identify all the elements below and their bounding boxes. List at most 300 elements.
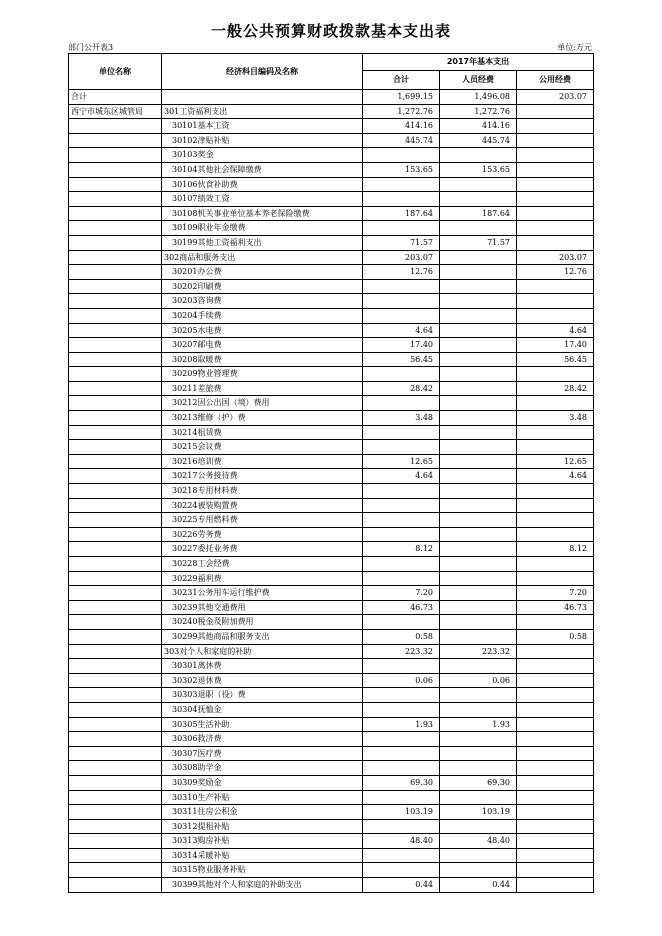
unit-cell — [69, 513, 162, 528]
unit-cell — [69, 542, 162, 557]
item-cell: 30240税金及附加费用 — [162, 615, 363, 630]
table-row — [69, 454, 594, 469]
table-row — [69, 761, 594, 776]
public-cell — [517, 732, 594, 747]
public-cell — [517, 484, 594, 499]
personnel-cell — [440, 484, 517, 499]
personnel-cell — [440, 192, 517, 207]
table-row — [69, 600, 594, 615]
personnel-cell — [440, 308, 517, 323]
public-cell — [517, 717, 594, 732]
public-cell — [517, 177, 594, 192]
total-cell: 414.16 — [363, 119, 440, 134]
personnel-cell — [440, 469, 517, 484]
table-row — [69, 323, 594, 338]
item-cell: 30313购房补贴 — [162, 834, 363, 849]
unit-cell — [69, 586, 162, 601]
item-cell: 30224被装购置费 — [162, 498, 363, 513]
total-cell: 445.74 — [363, 133, 440, 148]
unit-cell — [69, 498, 162, 513]
public-cell — [517, 119, 594, 134]
unit-cell — [69, 746, 162, 761]
item-cell: 30304抚恤金 — [162, 702, 363, 717]
unit-cell — [69, 819, 162, 834]
unit-cell — [69, 615, 162, 630]
personnel-cell — [440, 848, 517, 863]
table-row — [69, 688, 594, 703]
personnel-cell — [440, 454, 517, 469]
total-cell: 153.65 — [363, 162, 440, 177]
unit-cell — [69, 863, 162, 878]
personnel-cell — [440, 250, 517, 265]
personnel-cell — [440, 586, 517, 601]
table-row — [69, 542, 594, 557]
total-cell — [363, 702, 440, 717]
personnel-cell: 69.30 — [440, 775, 517, 790]
total-cell — [363, 527, 440, 542]
item-cell: 30229福利费 — [162, 571, 363, 586]
public-cell — [517, 819, 594, 834]
personnel-cell — [440, 425, 517, 440]
total-cell: 1.93 — [363, 717, 440, 732]
table-row — [69, 338, 594, 353]
item-cell: 30299其他商品和服务支出 — [162, 629, 363, 644]
item-cell: 30216培训费 — [162, 454, 363, 469]
total-cell — [363, 498, 440, 513]
personnel-cell: 223.32 — [440, 644, 517, 659]
total-cell: 1,272.76 — [363, 104, 440, 119]
personnel-cell — [440, 819, 517, 834]
total-cell: 17.40 — [363, 338, 440, 353]
public-cell — [517, 848, 594, 863]
table-row — [69, 571, 594, 586]
public-cell — [517, 659, 594, 674]
total-cell: 1,699.15 — [363, 90, 440, 105]
item-cell: 30302退休费 — [162, 673, 363, 688]
personnel-cell: 153.65 — [440, 162, 517, 177]
public-cell — [517, 790, 594, 805]
item-cell: 30211差旅费 — [162, 381, 363, 396]
expenditure-table — [68, 53, 594, 893]
table-row — [69, 629, 594, 644]
table-row — [69, 221, 594, 236]
public-cell: 8.12 — [517, 542, 594, 557]
table-row — [69, 90, 594, 105]
form-code: 部门公开表3 — [68, 43, 114, 52]
unit-cell — [69, 323, 162, 338]
public-cell — [517, 206, 594, 221]
item-cell: 30301离休费 — [162, 659, 363, 674]
table-row — [69, 104, 594, 119]
unit-cell — [69, 834, 162, 849]
public-cell — [517, 688, 594, 703]
total-cell: 46.73 — [363, 600, 440, 615]
total-cell: 7.20 — [363, 586, 440, 601]
table-row — [69, 440, 594, 455]
total-cell: 0.44 — [363, 878, 440, 893]
item-cell: 30306救济费 — [162, 732, 363, 747]
item-cell: 30204手续费 — [162, 308, 363, 323]
unit-label: 单位:万元 — [557, 43, 592, 52]
unit-cell — [69, 805, 162, 820]
header-period: 2017年基本支出 — [363, 54, 594, 71]
public-cell — [517, 162, 594, 177]
unit-cell — [69, 338, 162, 353]
table-row — [69, 717, 594, 732]
table-row — [69, 192, 594, 207]
unit-cell — [69, 790, 162, 805]
total-cell: 69.30 — [363, 775, 440, 790]
item-cell: 30108机关事业单位基本养老保险缴费 — [162, 206, 363, 221]
table-row — [69, 702, 594, 717]
item-cell: 30305生活补助 — [162, 717, 363, 732]
total-cell: 4.64 — [363, 323, 440, 338]
public-cell — [517, 235, 594, 250]
item-cell: 30228工会经费 — [162, 557, 363, 572]
public-cell — [517, 834, 594, 849]
public-cell — [517, 192, 594, 207]
item-cell: 30208取暖费 — [162, 352, 363, 367]
personnel-cell — [440, 513, 517, 528]
personnel-cell — [440, 265, 517, 280]
personnel-cell — [440, 367, 517, 382]
public-cell — [517, 221, 594, 236]
item-cell: 30203咨询费 — [162, 294, 363, 309]
personnel-cell — [440, 600, 517, 615]
public-cell — [517, 279, 594, 294]
personnel-cell — [440, 571, 517, 586]
public-cell: 56.45 — [517, 352, 594, 367]
header-personnel: 人员经费 — [440, 71, 517, 90]
item-cell: 30314采暖补贴 — [162, 848, 363, 863]
table-row — [69, 162, 594, 177]
item-cell: 30201办公费 — [162, 265, 363, 280]
table-row — [69, 644, 594, 659]
total-cell — [363, 279, 440, 294]
total-cell — [363, 863, 440, 878]
table-row — [69, 790, 594, 805]
personnel-cell: 187.64 — [440, 206, 517, 221]
unit-cell — [69, 673, 162, 688]
unit-cell — [69, 629, 162, 644]
unit-cell — [69, 221, 162, 236]
table-row — [69, 279, 594, 294]
table-row — [69, 308, 594, 323]
unit-cell — [69, 119, 162, 134]
public-cell: 203.07 — [517, 250, 594, 265]
item-cell: 30202印刷费 — [162, 279, 363, 294]
public-cell — [517, 702, 594, 717]
public-cell — [517, 775, 594, 790]
total-cell: 48.40 — [363, 834, 440, 849]
table-row — [69, 469, 594, 484]
public-cell — [517, 673, 594, 688]
item-cell: 30101基本工资 — [162, 119, 363, 134]
public-cell — [517, 615, 594, 630]
public-cell — [517, 557, 594, 572]
table-row — [69, 834, 594, 849]
item-cell: 30231公务用车运行维护费 — [162, 586, 363, 601]
item-cell: 30399其他对个人和家庭的补助支出 — [162, 878, 363, 893]
unit-cell — [69, 440, 162, 455]
public-cell — [517, 527, 594, 542]
total-cell — [363, 484, 440, 499]
item-cell: 30303退职（役）费 — [162, 688, 363, 703]
personnel-cell — [440, 790, 517, 805]
unit-cell — [69, 659, 162, 674]
total-cell: 3.48 — [363, 411, 440, 426]
total-cell — [363, 761, 440, 776]
personnel-cell: 0.44 — [440, 878, 517, 893]
total-cell — [363, 177, 440, 192]
personnel-cell — [440, 746, 517, 761]
total-cell: 12.65 — [363, 454, 440, 469]
personnel-cell — [440, 615, 517, 630]
personnel-cell — [440, 381, 517, 396]
unit-cell — [69, 162, 162, 177]
item-cell: 30311住房公积金 — [162, 805, 363, 820]
unit-cell — [69, 717, 162, 732]
table-body — [69, 90, 594, 893]
total-cell: 12.76 — [363, 265, 440, 280]
item-cell: 30225专用燃料费 — [162, 513, 363, 528]
personnel-cell — [440, 352, 517, 367]
personnel-cell — [440, 527, 517, 542]
page-title: 一般公共预算财政拨款基本支出表 — [210, 22, 451, 40]
table-row — [69, 586, 594, 601]
personnel-cell: 71.57 — [440, 235, 517, 250]
unit-cell — [69, 279, 162, 294]
total-cell — [363, 440, 440, 455]
unit-cell — [69, 761, 162, 776]
public-cell — [517, 294, 594, 309]
item-cell: 30312提租补贴 — [162, 819, 363, 834]
public-cell: 3.48 — [517, 411, 594, 426]
personnel-cell: 48.40 — [440, 834, 517, 849]
item-cell: 30217公务接待费 — [162, 469, 363, 484]
table-row — [69, 425, 594, 440]
item-cell: 302商品和服务支出 — [162, 250, 363, 265]
unit-cell: 合计 — [69, 90, 162, 105]
table-row — [69, 235, 594, 250]
public-cell: 4.64 — [517, 469, 594, 484]
personnel-cell — [440, 542, 517, 557]
unit-cell — [69, 192, 162, 207]
personnel-cell — [440, 411, 517, 426]
public-cell: 46.73 — [517, 600, 594, 615]
unit-cell — [69, 469, 162, 484]
table-row — [69, 848, 594, 863]
table-row — [69, 527, 594, 542]
total-cell: 8.12 — [363, 542, 440, 557]
personnel-cell — [440, 659, 517, 674]
personnel-cell — [440, 279, 517, 294]
item-cell — [162, 90, 363, 105]
item-cell: 30102津贴补贴 — [162, 133, 363, 148]
unit-cell — [69, 484, 162, 499]
total-cell — [363, 732, 440, 747]
item-cell: 30227委托业务费 — [162, 542, 363, 557]
personnel-cell — [440, 221, 517, 236]
personnel-cell — [440, 702, 517, 717]
public-cell — [517, 425, 594, 440]
personnel-cell — [440, 863, 517, 878]
public-cell: 0.58 — [517, 629, 594, 644]
total-cell: 223.32 — [363, 644, 440, 659]
total-cell: 187.64 — [363, 206, 440, 221]
unit-cell — [69, 367, 162, 382]
item-cell: 30104其他社会保障缴费 — [162, 162, 363, 177]
table-row — [69, 775, 594, 790]
public-cell: 28.42 — [517, 381, 594, 396]
unit-cell — [69, 878, 162, 893]
public-cell — [517, 761, 594, 776]
personnel-cell — [440, 761, 517, 776]
table-row — [69, 513, 594, 528]
total-cell — [363, 848, 440, 863]
header-public: 公用经费 — [517, 71, 594, 90]
unit-cell — [69, 250, 162, 265]
unit-cell — [69, 381, 162, 396]
unit-cell — [69, 235, 162, 250]
item-cell: 30106伙食补助费 — [162, 177, 363, 192]
table-row — [69, 659, 594, 674]
table-row — [69, 396, 594, 411]
public-cell — [517, 367, 594, 382]
total-cell — [363, 746, 440, 761]
unit-cell — [69, 133, 162, 148]
public-cell — [517, 878, 594, 893]
personnel-cell — [440, 557, 517, 572]
personnel-cell — [440, 338, 517, 353]
public-cell: 17.40 — [517, 338, 594, 353]
item-cell: 30218专用材料费 — [162, 484, 363, 499]
personnel-cell — [440, 148, 517, 163]
total-cell — [363, 192, 440, 207]
personnel-cell: 1,272.76 — [440, 104, 517, 119]
item-cell: 30239其他交通费用 — [162, 600, 363, 615]
unit-cell — [69, 294, 162, 309]
total-cell: 0.06 — [363, 673, 440, 688]
personnel-cell — [440, 177, 517, 192]
table-row — [69, 381, 594, 396]
unit-cell — [69, 571, 162, 586]
unit-cell — [69, 775, 162, 790]
total-cell — [363, 659, 440, 674]
public-cell: 4.64 — [517, 323, 594, 338]
item-cell: 30310生产补贴 — [162, 790, 363, 805]
public-cell — [517, 644, 594, 659]
total-cell: 103.19 — [363, 805, 440, 820]
unit-cell — [69, 600, 162, 615]
item-cell: 30212因公出国（境）费用 — [162, 396, 363, 411]
table-row — [69, 863, 594, 878]
table-row — [69, 615, 594, 630]
unit-cell — [69, 848, 162, 863]
table-row — [69, 352, 594, 367]
total-cell: 56.45 — [363, 352, 440, 367]
total-cell: 0.58 — [363, 629, 440, 644]
item-cell: 30207邮电费 — [162, 338, 363, 353]
table-row — [69, 265, 594, 280]
total-cell: 28.42 — [363, 381, 440, 396]
item-cell: 30215会议费 — [162, 440, 363, 455]
table-row — [69, 673, 594, 688]
public-cell — [517, 513, 594, 528]
item-cell: 30307医疗费 — [162, 746, 363, 761]
public-cell — [517, 440, 594, 455]
public-cell — [517, 498, 594, 513]
public-cell — [517, 133, 594, 148]
table-row — [69, 498, 594, 513]
unit-cell — [69, 702, 162, 717]
table-row — [69, 746, 594, 761]
total-cell — [363, 790, 440, 805]
item-cell: 30315物业服务补贴 — [162, 863, 363, 878]
item-cell: 30226劳务费 — [162, 527, 363, 542]
unit-cell — [69, 527, 162, 542]
unit-cell — [69, 644, 162, 659]
total-cell — [363, 513, 440, 528]
table-row — [69, 411, 594, 426]
item-cell: 30109职业年金缴费 — [162, 221, 363, 236]
public-cell — [517, 746, 594, 761]
table-row — [69, 484, 594, 499]
personnel-cell — [440, 294, 517, 309]
table-row — [69, 819, 594, 834]
unit-cell — [69, 265, 162, 280]
personnel-cell: 1.93 — [440, 717, 517, 732]
item-cell: 30107绩效工资 — [162, 192, 363, 207]
personnel-cell: 1,496.08 — [440, 90, 517, 105]
public-cell — [517, 104, 594, 119]
item-cell: 30213维修（护）费 — [162, 411, 363, 426]
unit-cell — [69, 454, 162, 469]
table-row — [69, 732, 594, 747]
public-cell — [517, 308, 594, 323]
public-cell — [517, 396, 594, 411]
public-cell — [517, 148, 594, 163]
unit-cell — [69, 148, 162, 163]
total-cell — [363, 367, 440, 382]
table-row — [69, 294, 594, 309]
public-cell: 7.20 — [517, 586, 594, 601]
personnel-cell — [440, 732, 517, 747]
table-row — [69, 367, 594, 382]
unit-cell — [69, 308, 162, 323]
total-cell: 71.57 — [363, 235, 440, 250]
unit-cell — [69, 206, 162, 221]
public-cell — [517, 805, 594, 820]
personnel-cell — [440, 396, 517, 411]
personnel-cell: 0.06 — [440, 673, 517, 688]
total-cell — [363, 819, 440, 834]
item-cell: 30308助学金 — [162, 761, 363, 776]
total-cell — [363, 557, 440, 572]
public-cell — [517, 571, 594, 586]
unit-cell — [69, 557, 162, 572]
total-cell — [363, 148, 440, 163]
personnel-cell — [440, 498, 517, 513]
unit-cell — [69, 732, 162, 747]
personnel-cell — [440, 323, 517, 338]
header-unit-name: 单位名称 — [69, 54, 162, 90]
public-cell: 203.07 — [517, 90, 594, 105]
item-cell: 301工资福利支出 — [162, 104, 363, 119]
total-cell — [363, 425, 440, 440]
item-cell: 30205水电费 — [162, 323, 363, 338]
unit-cell — [69, 411, 162, 426]
